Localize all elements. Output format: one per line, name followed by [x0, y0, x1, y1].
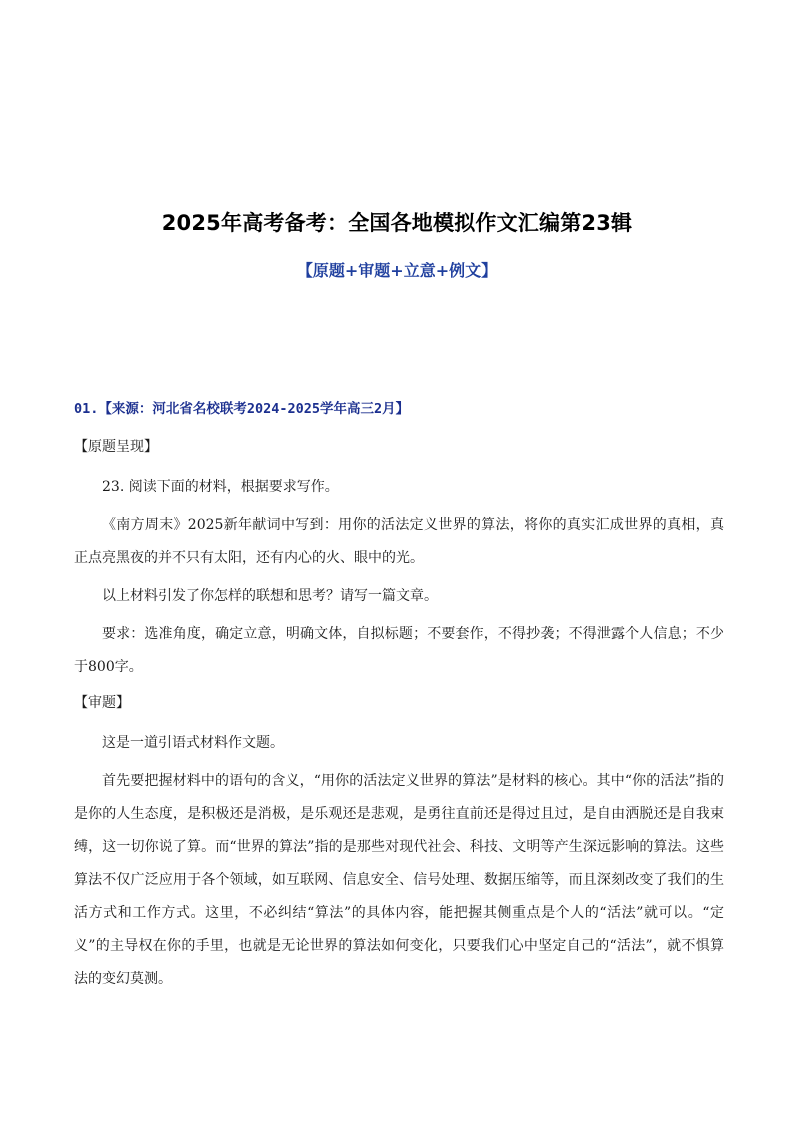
document-body: [74, 395, 724, 1001]
analysis-paragraph-2: 首先要把握材料中的语句的含义，“用你的活法定义世界的算法”是材料的核心。其中“你的活法”指的是你的人生态度，是积极还是消极，是乐观还是悲观，是勇往直前还是得过且过，是自由洒脱还是自我束缚，这一切你说了算。而“世界的算法”指的是那些对现代社会、科技、文明等产生深远影响的算法。这些算法不仅广泛应用于各个领域，如互联网、信息安全、信号处理、数据压缩等，而且深刻改变了我们的生活方式和工作方式。这里，不必纠结“算法”的具体内容，能把握其侧重点是个人的“活法”就可以。“定义”的主导权在你的手里，也就是无论世界的算法如何变化，只要我们心中坚定自己的“活法”，就不惧算法的变幻莫测。: [74, 773, 724, 987]
analysis-paragraph-1: 这是一道引语式材料作文题。: [102, 735, 284, 751]
question-source-heading: 01.【来源：河北省名校联考2024-2025学年高三2月】: [74, 401, 410, 417]
document-subtitle: 【原题+审题+立意+例文】: [296, 261, 498, 280]
prompt-requirements: 要求：选准角度，确定立意，明确文体，自拟标题；不要套作，不得抄袭；不得泄露个人信息；不少于800字。: [74, 626, 724, 675]
document-title: 2025年高考备考：全国各地模拟作文汇编第23辑: [161, 211, 633, 235]
section-label-analysis: 【审题】: [74, 695, 130, 711]
prompt-intro: 23. 阅读下面的材料，根据要求写作。: [102, 479, 339, 495]
section-label-original: 【原题呈现】: [74, 439, 158, 455]
prompt-task: 以上材料引发了你怎样的联想和思考？请写一篇文章。: [102, 588, 438, 604]
prompt-material: 《南方周末》2025新年献词中写到：用你的活法定义世界的算法，将你的真实汇成世界的真相，真正点亮黑夜的并不只有太阳，还有内心的火、眼中的光。: [74, 517, 724, 566]
